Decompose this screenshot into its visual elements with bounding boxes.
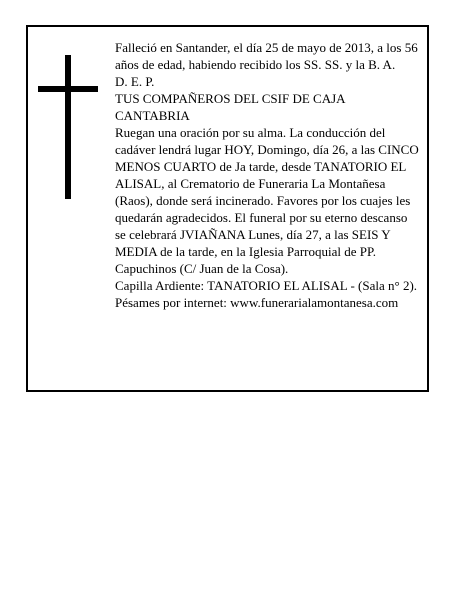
obituary-notice (26, 25, 429, 392)
notice-text (115, 39, 421, 311)
notice-body: Ruegan una oración por su alma. La conducción del cadáver lendrá lugar HOY, Domingo, día 26, a las CINCO MENOS CUARTO de Ja tarde, desde TANATORIO EL ALISAL, al Crematorio de Funeraria La Montañesa (Raos), donde será incinerado. Favores por los cuajes les quedarán agradecidos. El funeral por su eterno descanso se celebrará JVIAÑANA Lunes, día 27, a las SEIS Y MEDIA de la tarde, en la Iglesia Parroquial de PP. Capuchinos (C/ Juan de la Cosa). (115, 125, 419, 276)
senders-line: TUS COMPAÑEROS DEL CSIF DE CAJA CANTABRIA (115, 91, 345, 123)
cross-icon (38, 55, 98, 199)
cross-vertical-bar (65, 55, 71, 199)
rip-line: D. E. P. (115, 74, 155, 89)
condolences-line: Pésames por internet: www.funerarialamontanesa.com (115, 295, 399, 310)
chapel-line: Capilla Ardiente: TANATORIO EL ALISAL - (Sala n° 2). (115, 278, 418, 293)
cross-horizontal-bar (38, 86, 98, 92)
death-announcement: Falleció en Santander, el día 25 de mayo de 2013, a los 56 años de edad, habiendo recibido los SS. SS. y la B. A. (115, 40, 418, 72)
